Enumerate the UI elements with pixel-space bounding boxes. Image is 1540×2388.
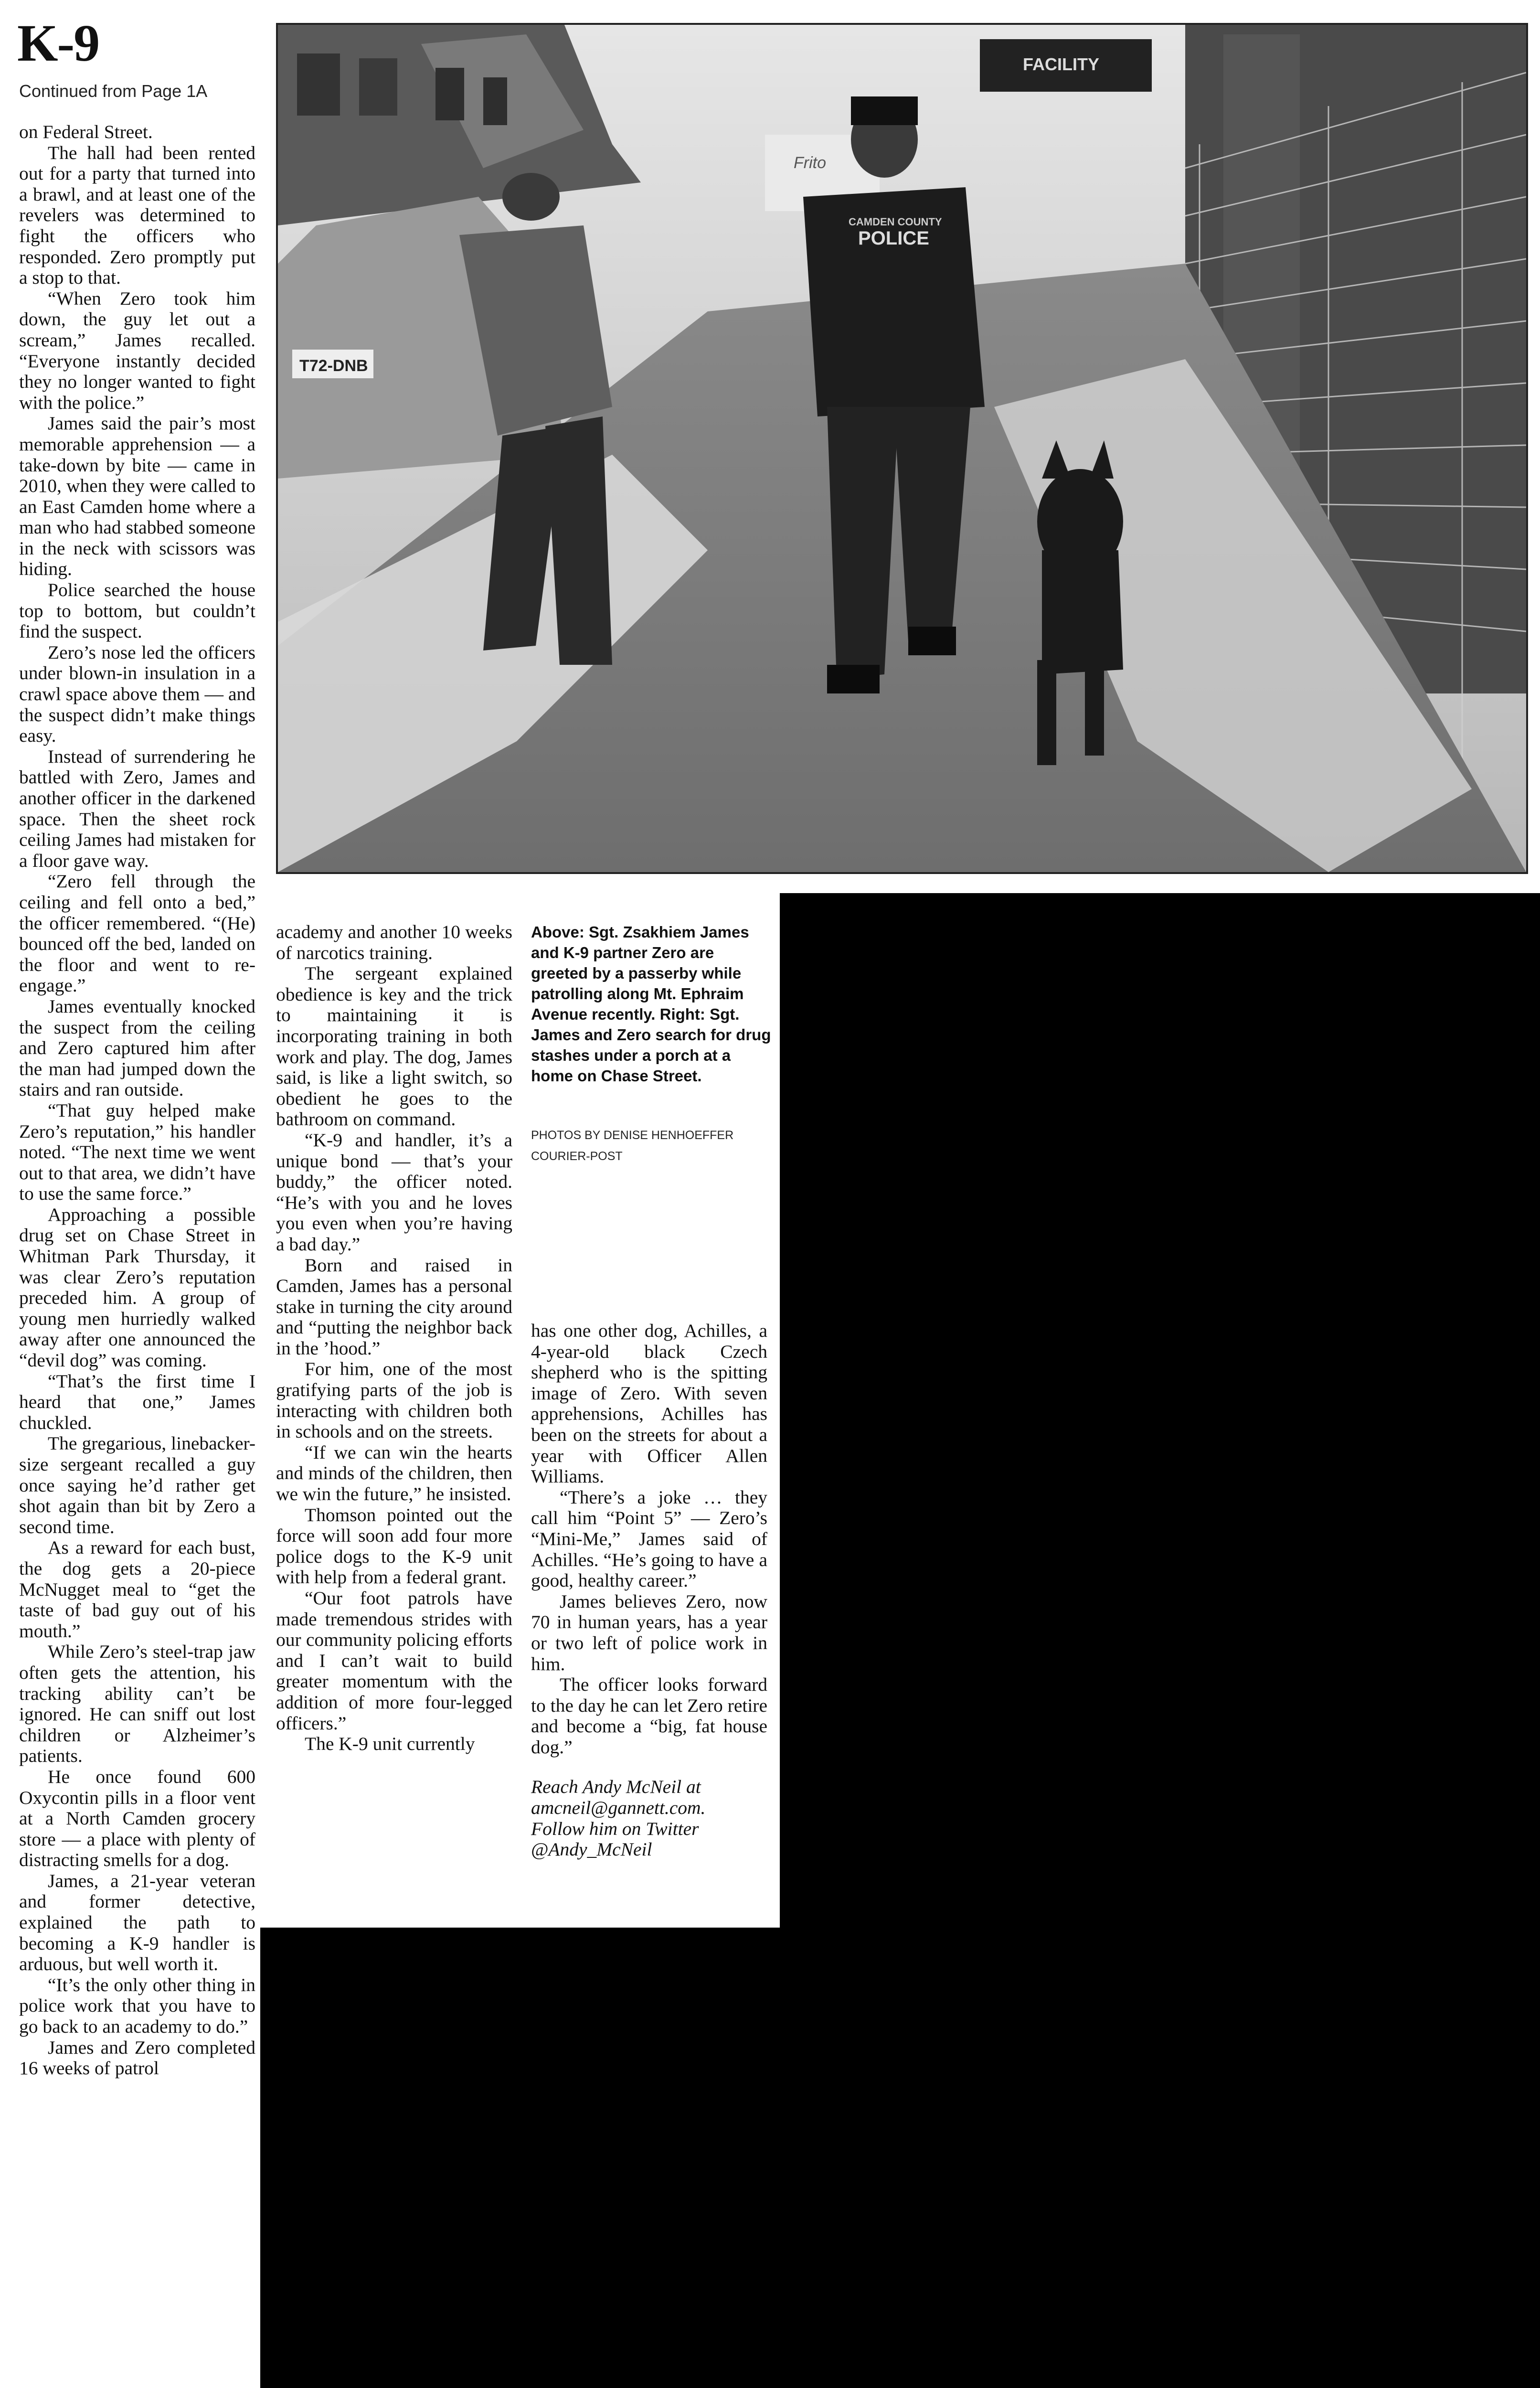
paragraph: The K-9 unit currently bbox=[305, 1733, 475, 1755]
paragraph: The officer looks forward to the day he can let Zero retire and become a “big, fat house dog.” bbox=[531, 1674, 767, 1758]
paragraph: academy and another 10 weeks of narcotics training. bbox=[276, 921, 512, 963]
signoff bbox=[531, 1777, 767, 1860]
article-column-1 bbox=[19, 122, 255, 2079]
badge-line-2: POLICE bbox=[858, 228, 929, 249]
main-photo bbox=[276, 23, 1528, 874]
signoff-twitter[interactable]: @Andy_McNeil bbox=[531, 1839, 652, 1860]
paragraph: James said the pair’s most memorable apprehension — a take-down by bite — came in 2010, when they were called to an East Camden home where a man who had stabbed someone in the neck with scissors was hiding. bbox=[19, 413, 255, 580]
paragraph: For him, one of the most gratifying parts of the job is interacting with children both in schools and on the streets. bbox=[276, 1358, 512, 1442]
paragraph: Born and raised in Camden, James has a personal stake in turning the city around and “putting the neighbor back in the ’hood.” bbox=[276, 1254, 512, 1359]
paragraph: “K-9 and handler, it’s a unique bond — that’s your buddy,” the officer noted. “He’s with you and he loves you even when you’re having a bad day.” bbox=[276, 1129, 512, 1255]
blackout-right bbox=[780, 893, 1540, 2388]
paragraph: James believes Zero, now 70 in human years, has a year or two left of police work in him. bbox=[531, 1590, 767, 1674]
paragraph: on Federal Street. bbox=[19, 121, 153, 142]
facility-sign: FACILITY bbox=[1023, 54, 1099, 74]
paragraph: “That guy helped make Zero’s reputation,” his handler noted. “The next time we went out to that area, we didn’t have to use the same force.” bbox=[19, 1099, 255, 1205]
paragraph: James and Zero completed 16 weeks of patrol bbox=[19, 2036, 255, 2079]
paragraph: Police searched the house top to bottom, but couldn’t find the suspect. bbox=[19, 579, 255, 642]
paragraph: Zero’s nose led the officers under blown-in insulation in a crawl space above them — and the suspect didn’t make things easy. bbox=[19, 641, 255, 746]
signoff-line: Reach Andy McNeil at bbox=[531, 1776, 701, 1798]
credit-publication: COURIER-POST bbox=[531, 1150, 623, 1163]
paragraph: While Zero’s steel-trap jaw often gets the attention, his tracking ability can’t be ignored. He can sniff out lost children or Alzheimer’s patients. bbox=[19, 1641, 255, 1767]
paragraph: “There’s a joke … they call him “Point 5” — Zero’s “Mini-Me,” James said of Achilles. “He’s going to have a good, healthy career.” bbox=[531, 1486, 767, 1591]
paragraph: “Zero fell through the ceiling and fell onto a bed,” the officer remembered. “(He) bounced off the bed, landed on the floor and went to re-engage.” bbox=[19, 871, 255, 996]
photo-credit bbox=[531, 1125, 775, 1167]
badge-line-1: CAMDEN COUNTY bbox=[849, 216, 942, 228]
license-plate: T72-DNB bbox=[299, 357, 368, 375]
paragraph: “When Zero took him down, the guy let out a scream,” James recalled. “Everyone instantly decided they no longer wanted to fight with the police.” bbox=[19, 288, 255, 413]
headline: K-9 bbox=[17, 14, 99, 72]
paragraph: Instead of surrendering he battled with Zero, James and another officer in the darkened space. Then the sheet rock ceiling James had mistaken for a floor gave way. bbox=[19, 746, 255, 871]
paragraph: has one other dog, Achilles, a 4-year-old black Czech shepherd who is the spitting image of Zero. With seven apprehensions, Achilles has been on the streets for about a year with Officer Allen Williams. bbox=[531, 1320, 767, 1487]
jump-line: Continued from Page 1A bbox=[19, 81, 208, 101]
blackout-bottom bbox=[260, 1928, 786, 2388]
paragraph: Thomson pointed out the force will soon add four more police dogs to the K-9 unit with help from a federal grant. bbox=[276, 1504, 512, 1588]
paragraph: The gregarious, linebacker-size sergeant recalled a guy once saying he’d rather get shot again than bit by Zero a second time. bbox=[19, 1433, 255, 1537]
paragraph: The hall had been rented out for a party that turned into a brawl, and at least one of the revelers was determined to fight the officers who responded. Zero promptly put a stop to that. bbox=[19, 142, 255, 288]
article-column-3 bbox=[531, 1321, 767, 1860]
signoff-line: Follow him on Twitter bbox=[531, 1818, 699, 1839]
credit-photographer: PHOTOS BY DENISE HENHOEFFER bbox=[531, 1129, 734, 1142]
signoff-email[interactable]: amcneil@gannett.com. bbox=[531, 1797, 706, 1819]
paragraph: “That’s the first time I heard that one,” James chuckled. bbox=[19, 1370, 255, 1433]
paragraph: Approaching a possible drug set on Chase Street in Whitman Park Thursday, it was clear Zero’s reputation preceded him. A group of young men hurriedly walked away after one announced the “devil dog” was coming. bbox=[19, 1204, 255, 1371]
truck-logo: Frito bbox=[794, 154, 826, 172]
paragraph: James eventually knocked the suspect from the ceiling and Zero captured him after the man had jumped down the stairs and ran outside. bbox=[19, 995, 255, 1100]
paragraph: James, a 21-year veteran and former detective, explained the path to becoming a K-9 handler is arduous, but well worth it. bbox=[19, 1870, 255, 1975]
paragraph: “If we can win the hearts and minds of the children, then we win the future,” he insisted. bbox=[276, 1441, 512, 1505]
paragraph: He once found 600 Oxycontin pills in a floor vent at a North Camden grocery store — a place with plenty of distracting smells for a dog. bbox=[19, 1766, 255, 1871]
paragraph: The sergeant explained obedience is key and the trick to maintaining it is incorporating training in both work and play. The dog, James said, is like a light switch, so obedient he goes to the bathroom on command. bbox=[276, 963, 512, 1130]
photo-caption: Above: Sgt. Zsakhiem James and K-9 partner Zero are greeted by a passerby while patrolling along Mt. Ephraim Avenue recently. Right: Sgt. James and Zero search for drug stashes under a porch at a home on Chase Street. bbox=[531, 923, 771, 1085]
paragraph: “It’s the only other thing in police work that you have to go back to an academy to do.” bbox=[19, 1974, 255, 2037]
paragraph: “Our foot patrols have made tremendous strides with our community policing efforts and I can’t wait to build greater momentum with the addition of more four-legged officers.” bbox=[276, 1588, 512, 1734]
article-column-2 bbox=[276, 922, 512, 1755]
paragraph: As a reward for each bust, the dog gets a 20-piece McNugget meal to “get the taste of bad guy out of his mouth.” bbox=[19, 1537, 255, 1642]
